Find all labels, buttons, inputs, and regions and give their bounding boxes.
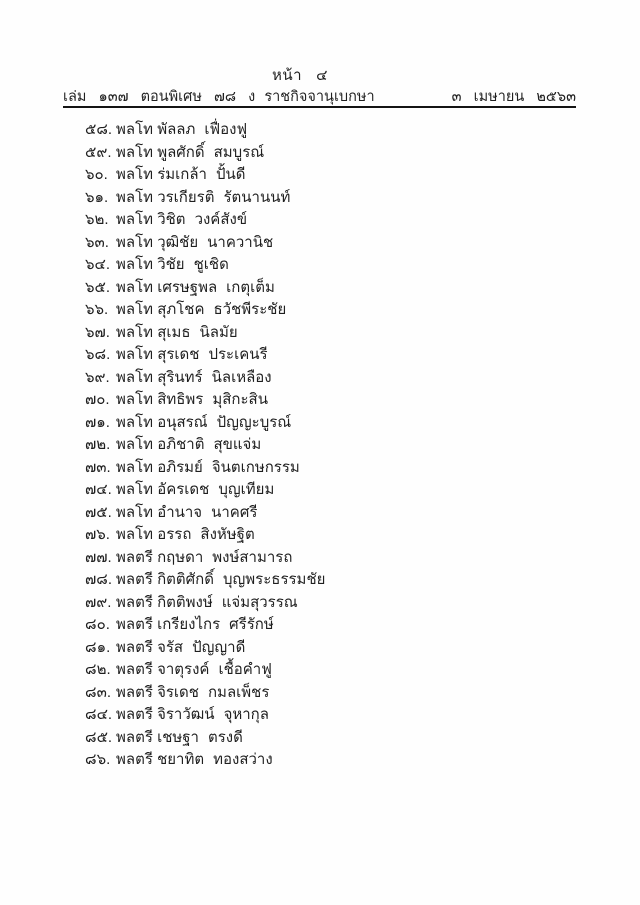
item-number: ๖๙. [85,368,110,386]
list-item [0,344,640,367]
item-name-text [116,502,257,525]
list-item [0,434,640,457]
item-name-text [116,704,269,727]
item-name-text [116,389,268,412]
item-number: ๘๓. [85,683,111,701]
item-surname: ตรงดี [207,728,243,746]
list-item [0,299,640,322]
item-first-name: จรัส [157,638,184,656]
item-name-text [116,412,291,435]
item-surname: ปัญญะบูรณ์ [216,413,292,431]
item-surname: นาควานิช [207,233,274,251]
item-number: ๗๓. [85,458,111,476]
item-surname: นิลมัย [199,323,238,341]
list-item [0,749,640,772]
item-surname: มุสิกะสิน [212,391,268,408]
item-surname: สุขแจ่ม [213,436,262,453]
item-surname: เฟื่องฟู [204,121,248,138]
item-rank: พลตรี [116,548,153,566]
item-name-text [116,569,325,592]
item-name-text [116,457,300,480]
list-item [0,479,640,502]
item-first-name: เกรียงไกร [157,616,221,633]
item-rank: พลโท [116,143,154,161]
item-name-text [116,614,274,637]
item-first-name: อำนาจ [157,503,203,521]
item-rank: พลตรี [116,661,153,678]
item-number: ๗๒. [85,436,111,453]
item-surname: ศรีรักษ์ [229,616,274,633]
item-number: ๖๘. [85,346,111,363]
item-number: ๘๖. [85,751,111,768]
item-name-text [116,277,275,300]
list-item [0,524,640,547]
item-number: ๖๕. [85,278,111,296]
item-surname: แจ่มสุวรรณ [221,593,298,611]
item-first-name: เชษฐา [157,728,199,746]
item-surname: นิลเหลือง [211,368,272,386]
list-item [0,659,640,682]
item-rank: พลโท [116,323,154,341]
list-item [0,322,640,345]
header-rule [63,106,576,108]
list-item [0,457,640,480]
item-rank: พลตรี [116,616,153,633]
item-name-text [116,232,273,255]
item-number: ๗๕. [85,503,112,521]
item-name-text [116,659,272,682]
item-rank: พลโท [116,503,154,521]
item-first-name: อัครเดช [157,481,210,498]
item-rank: พลโท [116,121,154,138]
item-number: ๕๘. [85,121,113,138]
list-item [0,277,640,300]
list-item [0,682,640,705]
item-number: ๖๓. [85,233,109,251]
item-first-name: วุฒิชัย [157,233,199,251]
list-item [0,232,640,255]
item-name-text [116,682,269,705]
item-name-text [116,344,268,367]
item-surname: ประเคนรี [208,346,268,363]
item-rank: พลโท [116,233,154,251]
item-surname: กมลเพ็ชร [207,683,270,701]
item-first-name: จิรเดช [157,683,199,701]
item-number: ๘๑. [85,638,111,656]
list-item [0,367,640,390]
item-name-text [116,749,273,772]
item-number: ๗๙. [85,593,112,611]
list-item [0,119,640,142]
item-number: ๖๒. [85,211,109,228]
item-first-name: สุภโชค [157,301,205,318]
item-rank: พลตรี [116,571,153,588]
item-number: ๖๔. [85,256,111,273]
item-first-name: อนุสรณ์ [157,413,208,431]
item-name-text [116,322,238,345]
item-name-text [116,164,246,187]
list-item [0,569,640,592]
list-item [0,547,640,570]
volume-info: เล่ม ๑๓๗ ตอนพิเศษ ๗๘ ง [63,89,256,105]
item-number: ๖๑. [85,188,109,206]
item-first-name: อภิชาติ [157,436,205,453]
item-rank: พลโท [116,346,154,363]
list-item [0,254,640,277]
item-first-name: กิตติศักดิ์ [157,571,214,588]
list-item [0,637,640,660]
item-rank: พลโท [116,166,154,183]
item-rank: พลโท [116,301,154,318]
item-name-text [116,434,261,457]
item-first-name: สุเมธ [157,323,191,341]
item-rank: พลโท [116,211,154,228]
item-surname: จินตเกษกรรม [211,458,300,476]
item-name-text [116,592,298,615]
page-number-line [0,63,600,87]
item-rank: พลโท [116,278,154,296]
list-item [0,592,640,615]
item-number: ๖๐. [85,166,108,183]
item-number: ๗๗. [85,548,112,566]
item-first-name: ร่มเกล้า [157,166,207,183]
list-item [0,389,640,412]
item-rank: พลโท [116,188,154,206]
item-name-text [116,524,255,547]
item-first-name: จาตุรงค์ [157,661,210,678]
item-rank: พลตรี [116,728,153,746]
item-number: ๗๖. [85,526,110,543]
item-number: ๕๙. [85,143,112,161]
item-first-name: สิทธิพร [157,391,204,408]
item-surname: ชูเชิด [193,256,229,273]
item-rank: พลโท [116,368,154,386]
item-surname: บุญเทียม [218,481,275,498]
item-rank: พลตรี [116,593,153,611]
item-surname: ปั้นดี [215,166,246,183]
item-name-text [116,119,247,142]
item-name-text [116,142,264,165]
item-first-name: ชยาทิต [157,751,205,768]
item-number: ๘๔. [85,706,113,723]
item-name-text [116,187,290,210]
list-item [0,209,640,232]
item-surname: นาคศรี [211,503,258,521]
item-number: ๖๖. [85,301,109,318]
item-surname: เกตุเต็ม [226,278,275,296]
item-surname: วงค์สังข์ [194,211,248,228]
item-number: ๗๔. [85,481,112,498]
item-rank: พลโท [116,481,154,498]
item-rank: พลโท [116,413,154,431]
item-surname: สมบูรณ์ [213,143,265,161]
list-item [0,164,640,187]
name-list [0,119,640,772]
item-name-text [116,367,272,390]
item-rank: พลโท [116,256,154,273]
item-rank: พลโท [116,458,154,476]
list-item [0,502,640,525]
item-rank: พลโท [116,526,154,543]
item-first-name: จิราวัฒน์ [157,706,215,723]
masthead [63,85,576,105]
item-first-name: อภิรมย์ [157,458,203,476]
list-item [0,727,640,750]
item-rank: พลตรี [116,638,153,656]
item-number: ๗๘. [85,571,113,588]
item-number: ๗๑. [85,413,110,431]
item-first-name: วรเกียรติ [157,188,215,206]
item-first-name: สุรเดช [157,346,200,363]
item-surname: เชื้อคำฟู [218,661,272,678]
item-name-text [116,637,245,660]
list-item [0,412,640,435]
item-number: ๘๒. [85,661,111,678]
item-first-name: อรรถ [157,526,192,543]
item-number: ๖๗. [85,323,110,341]
item-surname: สิงหัษฐิต [200,526,255,543]
item-name-text [116,299,286,322]
item-surname: ปัญญาดี [192,638,246,656]
item-first-name: วิชัย [157,256,185,273]
item-name-text [116,254,229,277]
item-first-name: เศรษฐพล [157,278,218,296]
item-name-text [116,209,247,232]
item-surname: จุหากุล [223,706,269,723]
issue-date: ๓ เมษายน ๒๕๖๓ [451,89,576,105]
item-first-name: กฤษดา [157,548,204,566]
item-first-name: พูลศักดิ์ [157,143,205,161]
page-label: หน้า [272,67,303,84]
item-first-name: สุรินทร์ [157,368,203,386]
item-first-name: กิตติพงษ์ [157,593,213,611]
item-surname: ธวัชพีระชัย [213,301,287,318]
item-first-name: พัลลภ [157,121,196,138]
item-rank: พลโท [116,391,154,408]
item-surname: รัตนานนท์ [223,188,291,206]
item-surname: ทองสว่าง [213,751,273,768]
item-first-name: วิชิต [157,211,186,228]
item-name-text [116,547,292,570]
list-item [0,187,640,210]
item-rank: พลโท [116,436,154,453]
gazette-title: ราชกิจจานุเบกษา [264,89,375,105]
item-name-text [116,479,274,502]
item-surname: พงษ์สามารถ [212,548,293,566]
list-item [0,614,640,637]
list-item [0,142,640,165]
item-number: ๘๐. [85,616,110,633]
item-rank: พลตรี [116,683,153,701]
item-number: ๘๕. [85,728,113,746]
list-item [0,704,640,727]
item-surname: บุญพระธรรมชัย [222,571,326,588]
item-rank: พลตรี [116,706,153,723]
item-rank: พลตรี [116,751,153,768]
item-name-text [116,727,243,750]
item-number: ๗๐. [85,391,110,408]
page-number: ๔ [316,67,328,84]
